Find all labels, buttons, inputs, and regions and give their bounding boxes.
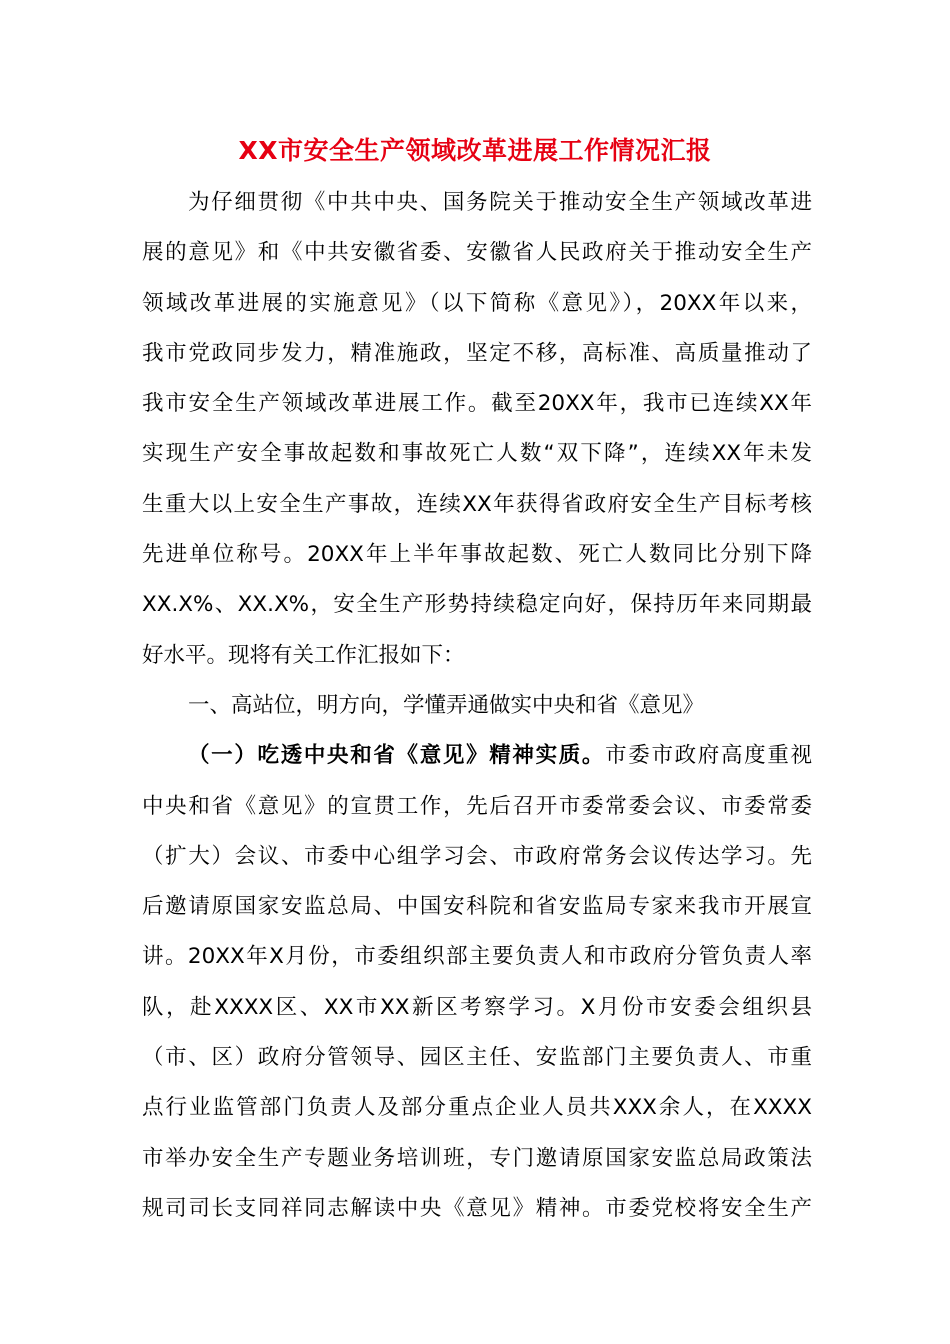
paragraph-line: 讲。20XX年X月份，市委组织部主要负责人和市政府分管负责人率 <box>142 944 812 970</box>
paragraph-line: XX.X%、XX.X%，安全生产形势持续稳定向好，保持历年来同期最 <box>142 592 812 618</box>
paragraph-line: 我市安全生产领域改革进展工作。截至20XX年，我市已连续XX年 <box>142 391 812 417</box>
paragraph-line: 展的意见》和《中共安徽省委、安徽省人民政府关于推动安全生产 <box>142 240 812 266</box>
paragraph-line: 点行业监管部门负责人及部分重点企业人员共XXX余人，在XXXX <box>142 1095 812 1121</box>
section-heading: 一、高站位，明方向，学懂弄通做实中央和省《意见》 <box>188 692 705 718</box>
paragraph-line: （市、区）政府分管领导、园区主任、安监部门主要负责人、市重 <box>142 1045 812 1071</box>
document-body <box>142 178 812 1234</box>
paragraph-line: 先进单位称号。20XX年上半年事故起数、死亡人数同比分别下降 <box>142 542 812 568</box>
paragraph-line: 队，赴XXXX区、XX市XX新区考察学习。X月份市安委会组织县 <box>142 994 812 1020</box>
subsection-heading: （一）吃透中央和省《意见》精神实质。 <box>188 743 606 769</box>
subsection-text: 市委市政府高度重视 <box>605 743 812 769</box>
paragraph-line: 领域改革进展的实施意见》（以下简称《意见》），20XX年以来， <box>142 290 812 316</box>
paragraph-line: 规司司长支同祥同志解读中央《意见》精神。市委党校将安全生产 <box>142 1195 812 1221</box>
paragraph-line: （扩大）会议、市委中心组学习会、市政府常务会议传达学习。先 <box>142 843 812 869</box>
paragraph-line: 生重大以上安全生产事故，连续XX年获得省政府安全生产目标考核 <box>142 491 812 517</box>
paragraph-line: 好水平。现将有关工作汇报如下： <box>142 642 465 668</box>
subsection-line <box>142 731 812 781</box>
paragraph-line: 我市党政同步发力，精准施政，坚定不移，高标准、高质量推动了 <box>142 340 812 366</box>
paragraph-line: 为仔细贯彻《中共中央、国务院关于推动安全生产领域改革进 <box>188 190 812 215</box>
paragraph-line: 后邀请原国家安监总局、中国安科院和省安监局专家来我市开展宣 <box>142 894 812 920</box>
paragraph-line: 市举办安全生产专题业务培训班，专门邀请原国家安监总局政策法 <box>142 1145 812 1171</box>
paragraph-line: 中央和省《意见》的宣贯工作，先后召开市委常委会议、市委常委 <box>142 793 812 819</box>
document-title: XX市安全生产领域改革进展工作情况汇报 <box>238 136 712 165</box>
paragraph-line: 实现生产安全事故起数和事故死亡人数“双下降”，连续XX年未发 <box>142 441 812 467</box>
